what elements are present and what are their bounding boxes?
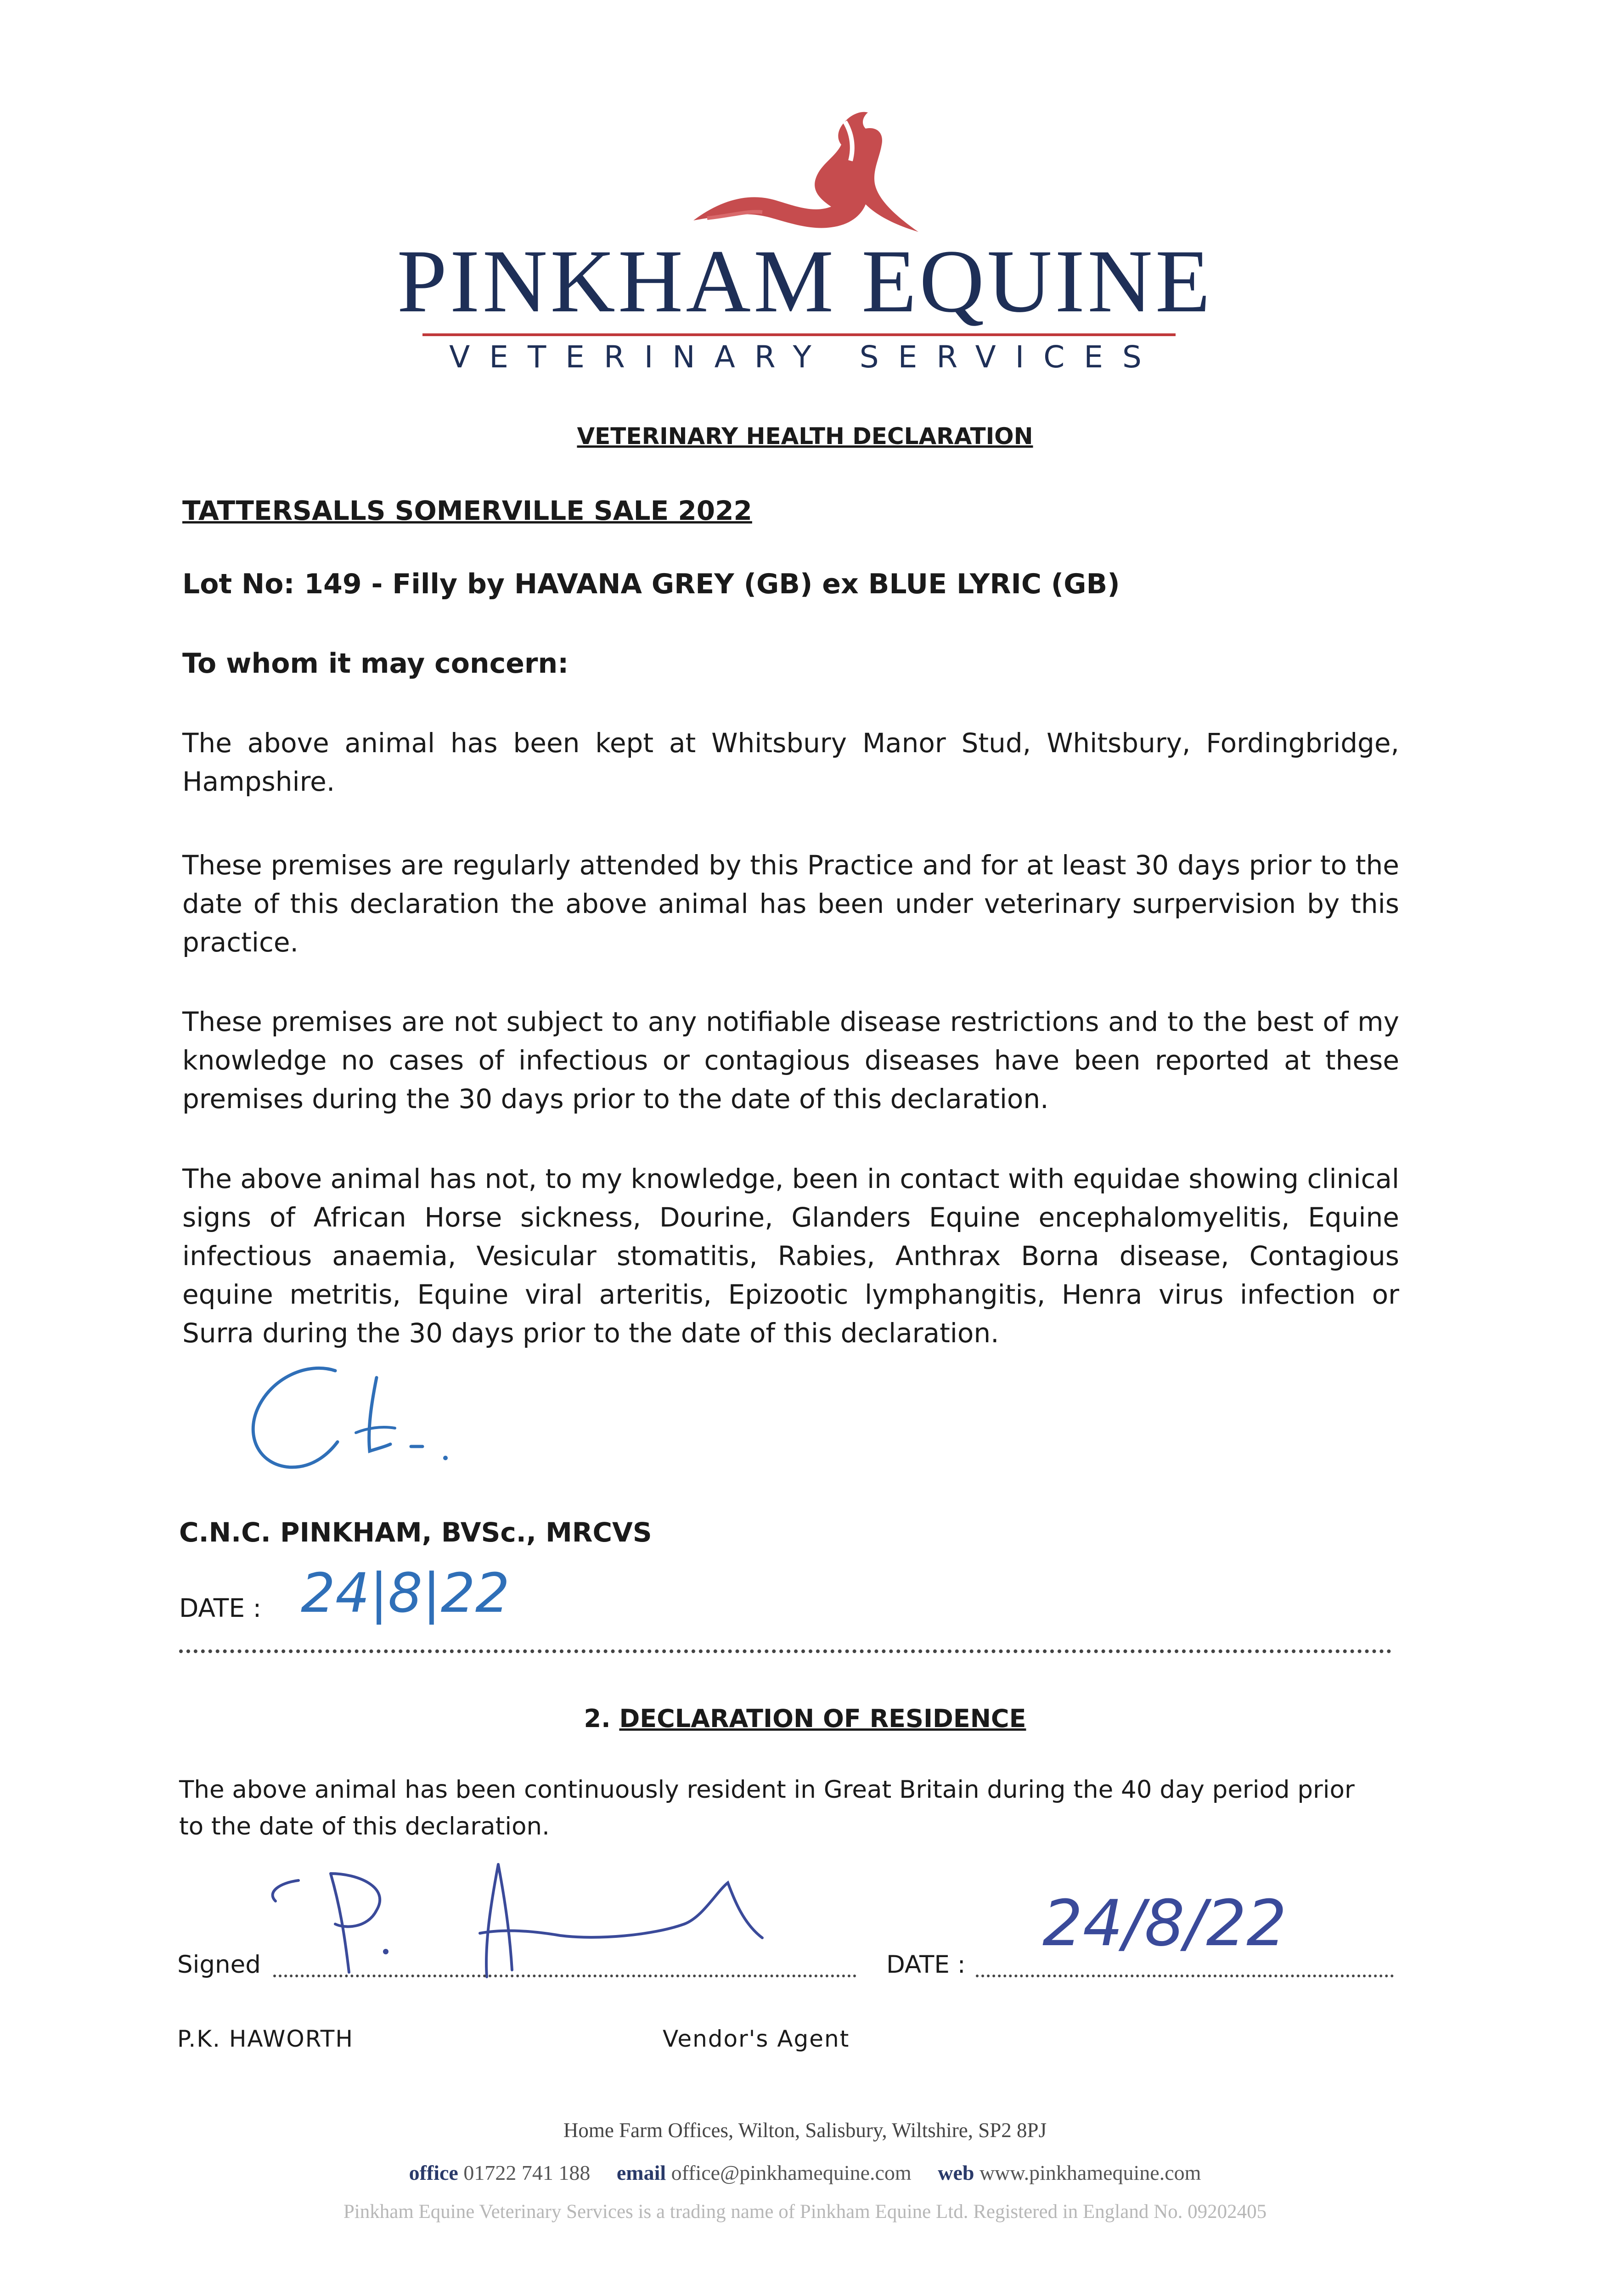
separator-dotted [179, 1649, 1391, 1653]
web-label: web [938, 2161, 974, 2184]
office-phone: 01722 741 188 [463, 2161, 591, 2184]
residence-title: DECLARATION OF RESIDENCE [619, 1704, 1026, 1733]
residence-text: The above animal has been continuously resident in Great Britain during the 40 day period prior to the date of this declaration. [179, 1776, 1355, 1840]
paragraph-premises: The above animal has been kept at Whitsbury Manor Stud, Whitsbury, Fordingbridge, Hampshire. [182, 727, 1399, 797]
footer-contacts [0, 2162, 1610, 2183]
residence-heading [0, 1706, 1610, 1731]
office-label: office [409, 2161, 458, 2184]
signed-line [273, 1975, 856, 1977]
brand-divider [422, 333, 1176, 336]
web-value[interactable]: www.pinkhamequine.com [979, 2161, 1201, 2184]
declaration-title: VETERINARY HEALTH DECLARATION [577, 423, 1033, 450]
vet-signature [239, 1359, 496, 1488]
residence-date-label: DATE : [886, 1951, 966, 1979]
email-label: email [616, 2161, 666, 2184]
residence-date-line [976, 1975, 1394, 1977]
vet-date-label: DATE : [179, 1593, 262, 1623]
vet-name: C.N.C. PINKHAM, BVSc., MRCVS [179, 1517, 652, 1548]
brand-subtitle: VETERINARY SERVICES [449, 339, 1161, 375]
signatory-role: Vendor's Agent [663, 2026, 850, 2052]
paragraph-attendance: These premises are regularly attended by this Practice and for at least 30 days prior to the date of this declaration the above animal has been under veterinary surpervision by this practice. [182, 850, 1399, 958]
paragraph-restrictions: These premises are not subject to any notifiable disease restrictions and to the best of my knowledge no cases of infectious or contagious diseases have been reported at these premises during the 30 days prior to the date of this declaration. [182, 1006, 1399, 1114]
brand-name: PINKHAM EQUINE [397, 231, 1213, 331]
signed-label: Signed [177, 1951, 261, 1979]
signatory-name: P.K. HAWORTH [177, 2026, 354, 2052]
residence-number: 2. [584, 1704, 611, 1733]
vet-date-handwritten: 24|8|22 [301, 1561, 510, 1625]
salutation: To whom it may concern: [182, 647, 569, 680]
footer-address: Home Farm Offices, Wilton, Salisbury, Wiltshire, SP2 8PJ [563, 2119, 1047, 2142]
horse-logo-icon [680, 101, 937, 248]
residence-date-handwritten: 24/8/22 [1042, 1886, 1287, 1960]
footer-registration: Pinkham Equine Veterinary Services is a trading name of Pinkham Equine Ltd. Registered in England No. 09202405 [343, 2201, 1267, 2223]
paragraph-contact: The above animal has not, to my knowledge, been in contact with equidae showing clinical signs of African Horse sickness, Dourine, Glanders Equine encephalomyelitis, Equine infectious anaemia, Vesicular stomatitis, Rabies, Anthrax Borna disease, Contagious equine metritis, Equine viral arteritis, Epizootic lymphangitis, Henra virus infection or Surra during the 30 days prior to the date of this declaration. [182, 1163, 1399, 1349]
agent-signature [248, 1855, 845, 1993]
lot-line: Lot No: 149 - Filly by HAVANA GREY (GB) ex BLUE LYRIC (GB) [182, 568, 1120, 600]
email-value[interactable]: office@pinkhamequine.com [671, 2161, 912, 2184]
sale-title: TATTERSALLS SOMERVILLE SALE 2022 [182, 495, 752, 526]
